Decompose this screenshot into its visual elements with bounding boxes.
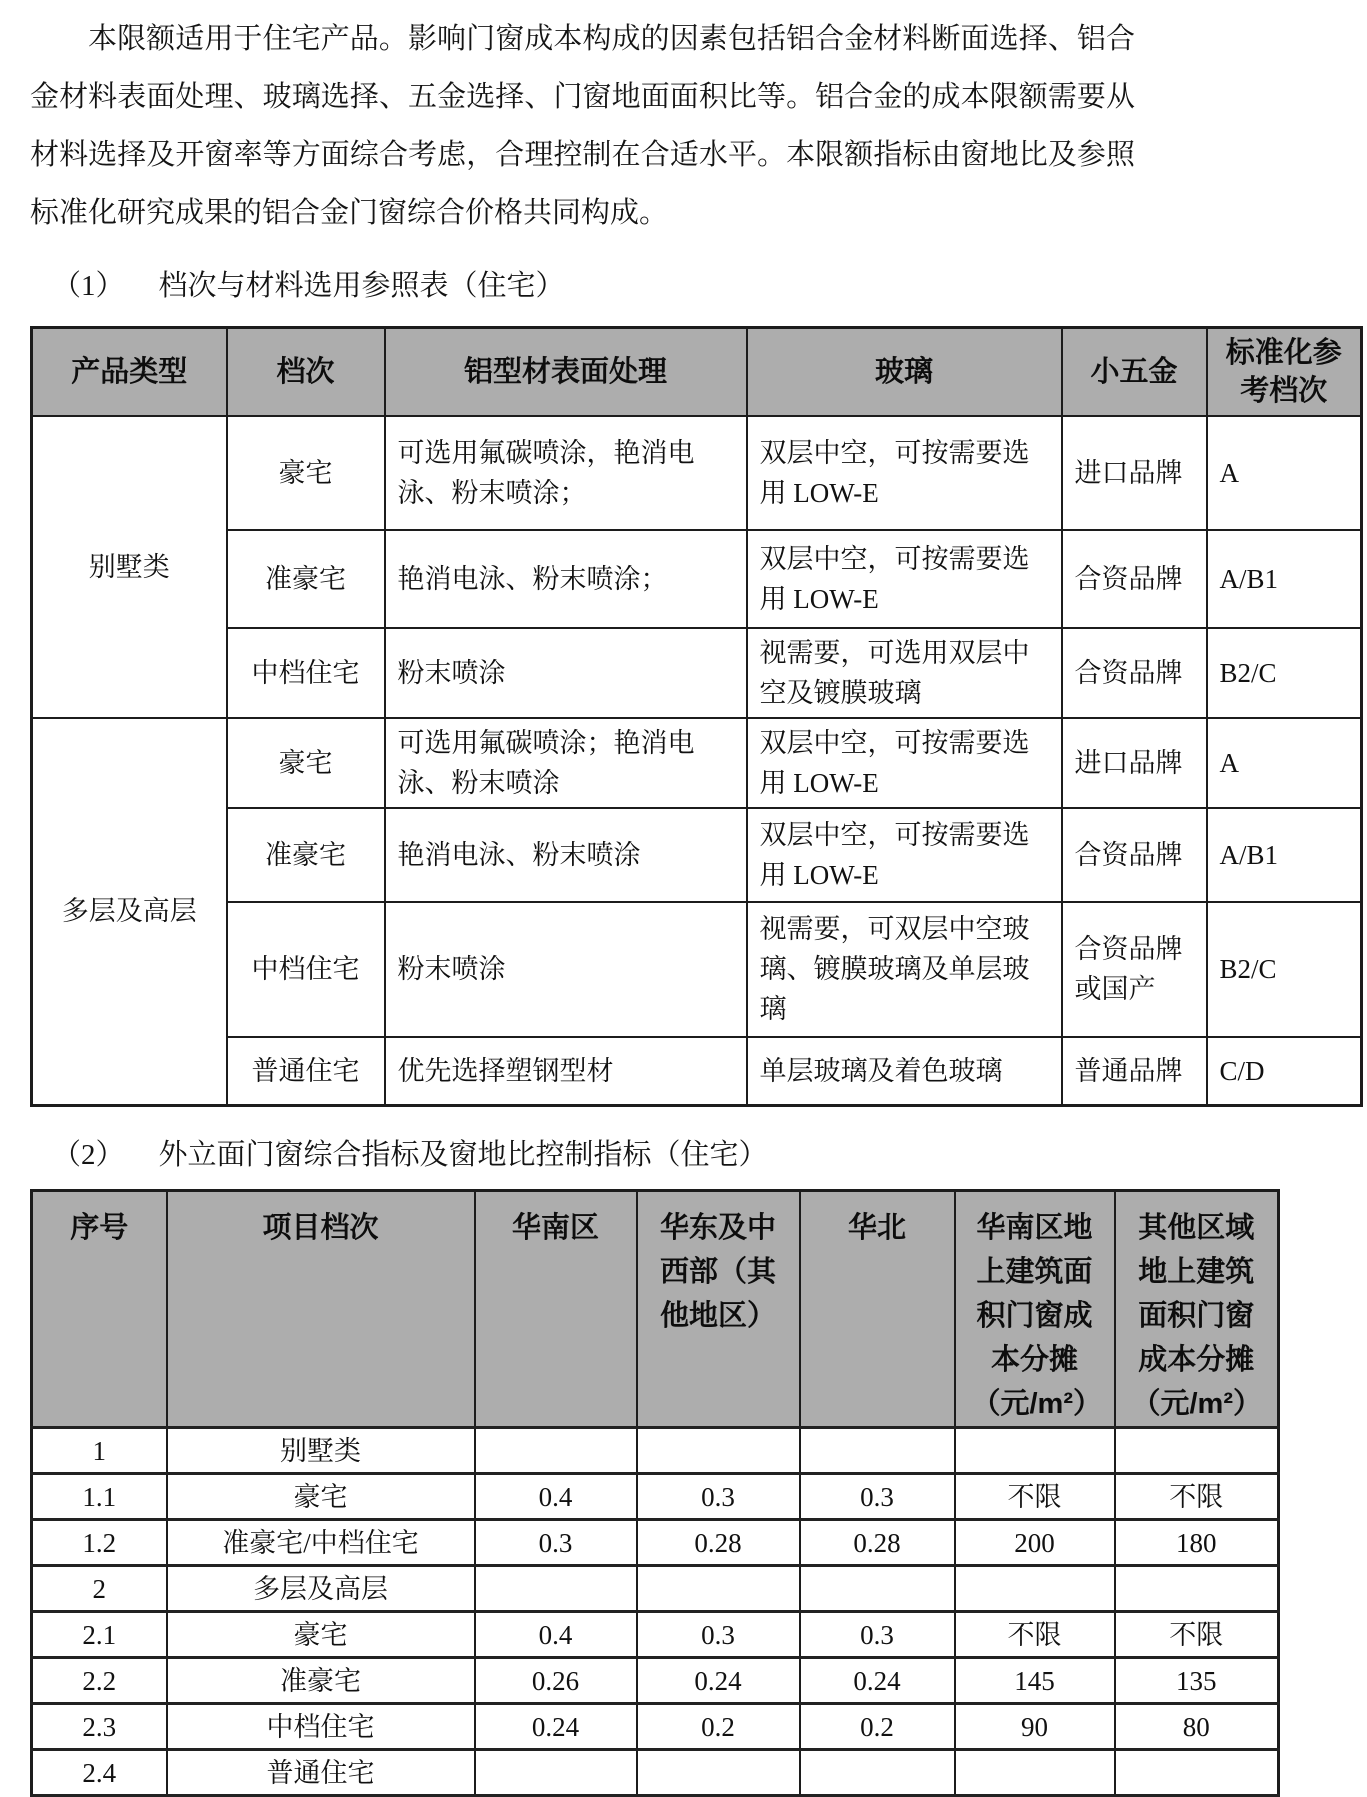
t1-cell-surface: 可选用氟碳喷涂；艳消电泳、粉末喷涂 [385, 718, 747, 808]
t1-cell-ref-grade: A/B1 [1207, 808, 1362, 902]
t1-cell-hardware: 进口品牌 [1062, 718, 1207, 808]
t2-cell-north-china: 0.28 [800, 1520, 955, 1566]
t2-cell-seq: 1.1 [32, 1474, 167, 1520]
t2-cell-north-china: 0.24 [800, 1658, 955, 1704]
t1-cell-hardware: 普通品牌 [1062, 1037, 1207, 1106]
t2-header-east-central-west: 华东及中西部（其他地区） [637, 1191, 800, 1428]
t1-cell-glass: 视需要，可选用双层中空及镀膜玻璃 [747, 628, 1062, 718]
t1-cell-surface: 粉末喷涂 [385, 902, 747, 1037]
t2-cell-seq: 2.2 [32, 1658, 167, 1704]
t1-cell-hardware: 合资品牌 [1062, 530, 1207, 628]
t2-cell-seq: 2 [32, 1566, 167, 1612]
t2-cell-item-grade: 豪宅 [167, 1474, 475, 1520]
t2-cell-east-central-west: 0.3 [637, 1474, 800, 1520]
t2-cell-south-china: 0.24 [475, 1704, 637, 1750]
t1-cell-ref-grade: A/B1 [1207, 530, 1362, 628]
t2-cell-seq: 2.1 [32, 1612, 167, 1658]
t2-header-seq: 序号 [32, 1191, 167, 1428]
t1-cell-grade: 豪宅 [227, 718, 385, 808]
t1-cell-surface: 优先选择塑钢型材 [385, 1037, 747, 1106]
t2-cell-item-grade: 别墅类 [167, 1428, 475, 1474]
t1-cell-surface: 艳消电泳、粉末喷涂； [385, 530, 747, 628]
t2-cell-east-central-west: 0.3 [637, 1612, 800, 1658]
t2-cell-seq: 2.4 [32, 1750, 167, 1796]
table-header-row [32, 328, 1362, 416]
t1-cell-glass: 双层中空，可按需要选用 LOW-E [747, 718, 1062, 808]
t1-header-hardware: 小五金 [1062, 328, 1207, 416]
intro-paragraph: 本限额适用于住宅产品。影响门窗成本构成的因素包括铝合金材料断面选择、铝合金材料表面处理、玻璃选择、五金选择、门窗地面面积比等。铝合金的成本限额需要从材料选择及开窗率等方面综合考虑，合理控制在合适水平。本限额指标由窗地比及参照标准化研究成果的铝合金门窗综合价格共同构成。 [30, 23, 1135, 229]
table-row [32, 1612, 1279, 1658]
t2-cell-south-cost-share: 200 [955, 1520, 1115, 1566]
t2-cell-south-cost-share: 145 [955, 1658, 1115, 1704]
table-row [32, 1750, 1279, 1796]
material-reference-table [30, 326, 1363, 1107]
table-row [32, 718, 1362, 808]
t2-cell-east-central-west: 0.28 [637, 1520, 800, 1566]
t2-cell-item-grade: 多层及高层 [167, 1566, 475, 1612]
t1-cell-grade: 准豪宅 [227, 808, 385, 902]
t2-cell-south-china [475, 1428, 637, 1474]
t2-cell-north-china [800, 1566, 955, 1612]
t2-cell-south-cost-share [955, 1428, 1115, 1474]
table-row [32, 808, 1362, 902]
t2-cell-south-china: 0.4 [475, 1474, 637, 1520]
t2-cell-east-central-west [637, 1566, 800, 1612]
t2-cell-east-central-west: 0.2 [637, 1704, 800, 1750]
t1-header-grade: 档次 [227, 328, 385, 416]
section1-label: （1） [52, 270, 125, 302]
t1-header-product-type: 产品类型 [32, 328, 227, 416]
t2-cell-east-central-west: 0.24 [637, 1658, 800, 1704]
t2-cell-item-grade: 普通住宅 [167, 1750, 475, 1796]
t2-cell-other-cost-share: 135 [1115, 1658, 1279, 1704]
t1-header-reference-grade: 标准化参考档次 [1207, 328, 1362, 416]
table-row [32, 1428, 1279, 1474]
section1-title: 档次与材料选用参照表（住宅） [158, 270, 565, 302]
table-row [32, 1566, 1279, 1612]
t2-cell-other-cost-share: 不限 [1115, 1474, 1279, 1520]
t1-cell-ref-grade: C/D [1207, 1037, 1362, 1106]
t1-cell-glass: 视需要，可双层中空玻璃、镀膜玻璃及单层玻璃 [747, 902, 1062, 1037]
t1-cell-ref-grade: B2/C [1207, 628, 1362, 718]
t2-cell-item-grade: 准豪宅/中档住宅 [167, 1520, 475, 1566]
section2-label: （2） [52, 1139, 125, 1171]
t1-cell-product-type: 别墅类 [32, 416, 227, 718]
t1-cell-glass: 双层中空，可按需要选用 LOW-E [747, 416, 1062, 530]
t1-cell-grade: 普通住宅 [227, 1037, 385, 1106]
table-row [32, 1704, 1279, 1750]
table-row [32, 530, 1362, 628]
t2-header-item-grade: 项目档次 [167, 1191, 475, 1428]
t2-cell-north-china: 0.3 [800, 1474, 955, 1520]
section1-heading [52, 264, 1367, 308]
t2-cell-south-china: 0.4 [475, 1612, 637, 1658]
t1-cell-ref-grade: B2/C [1207, 902, 1362, 1037]
t2-cell-other-cost-share: 80 [1115, 1704, 1279, 1750]
t2-cell-east-central-west [637, 1750, 800, 1796]
indicator-table-body [32, 1428, 1279, 1796]
t1-cell-surface: 可选用氟碳喷涂，艳消电泳、粉末喷涂； [385, 416, 747, 530]
t1-cell-grade: 豪宅 [227, 416, 385, 530]
t1-cell-hardware: 进口品牌 [1062, 416, 1207, 530]
t2-cell-item-grade: 准豪宅 [167, 1658, 475, 1704]
t1-cell-glass: 双层中空，可按需要选用 LOW-E [747, 530, 1062, 628]
t1-cell-hardware: 合资品牌 [1062, 628, 1207, 718]
t2-cell-south-china: 0.26 [475, 1658, 637, 1704]
t1-cell-hardware: 合资品牌或国产 [1062, 902, 1207, 1037]
t2-cell-east-central-west [637, 1428, 800, 1474]
table-row [32, 1658, 1279, 1704]
t1-cell-grade: 中档住宅 [227, 902, 385, 1037]
t2-cell-north-china [800, 1750, 955, 1796]
t2-cell-other-cost-share [1115, 1566, 1279, 1612]
t2-cell-seq: 2.3 [32, 1704, 167, 1750]
t1-cell-product-type: 多层及高层 [32, 718, 227, 1106]
t2-cell-south-china: 0.3 [475, 1520, 637, 1566]
t1-cell-glass: 双层中空，可按需要选用 LOW-E [747, 808, 1062, 902]
t2-cell-south-cost-share [955, 1750, 1115, 1796]
t1-cell-surface: 艳消电泳、粉末喷涂 [385, 808, 747, 902]
t2-cell-south-china [475, 1566, 637, 1612]
t2-header-other-cost-share: 其他区域地上建筑面积门窗成本分摊（元/m²） [1115, 1191, 1279, 1428]
t2-header-north-china: 华北 [800, 1191, 955, 1428]
t2-cell-other-cost-share [1115, 1750, 1279, 1796]
t2-cell-seq: 1 [32, 1428, 167, 1474]
t2-cell-seq: 1.2 [32, 1520, 167, 1566]
table-row [32, 1037, 1362, 1106]
t1-cell-ref-grade: A [1207, 718, 1362, 808]
t2-header-south-cost-share: 华南区地上建筑面积门窗成本分摊（元/m²） [955, 1191, 1115, 1428]
t2-cell-item-grade: 豪宅 [167, 1612, 475, 1658]
t1-cell-ref-grade: A [1207, 416, 1362, 530]
t2-cell-north-china: 0.2 [800, 1704, 955, 1750]
t1-cell-glass: 单层玻璃及着色玻璃 [747, 1037, 1062, 1106]
t1-header-glass: 玻璃 [747, 328, 1062, 416]
t2-cell-north-china [800, 1428, 955, 1474]
t2-cell-south-cost-share: 90 [955, 1704, 1115, 1750]
t2-cell-other-cost-share: 不限 [1115, 1612, 1279, 1658]
t1-cell-grade: 中档住宅 [227, 628, 385, 718]
t1-cell-grade: 准豪宅 [227, 530, 385, 628]
t2-cell-item-grade: 中档住宅 [167, 1704, 475, 1750]
section2-title: 外立面门窗综合指标及窗地比控制指标（住宅） [158, 1139, 768, 1171]
section2-heading [52, 1133, 1367, 1177]
table-header-row [32, 1191, 1279, 1428]
t2-cell-other-cost-share: 180 [1115, 1520, 1279, 1566]
t1-cell-hardware: 合资品牌 [1062, 808, 1207, 902]
t2-cell-south-cost-share: 不限 [955, 1612, 1115, 1658]
t2-cell-south-cost-share: 不限 [955, 1474, 1115, 1520]
t2-header-south-china: 华南区 [475, 1191, 637, 1428]
t1-cell-surface: 粉末喷涂 [385, 628, 747, 718]
t2-cell-south-cost-share [955, 1566, 1115, 1612]
table-row [32, 902, 1362, 1037]
table-row [32, 416, 1362, 530]
table-row [32, 1474, 1279, 1520]
t2-cell-other-cost-share [1115, 1428, 1279, 1474]
table-row [32, 628, 1362, 718]
t2-cell-south-china [475, 1750, 637, 1796]
table-row [32, 1520, 1279, 1566]
t2-cell-north-china: 0.3 [800, 1612, 955, 1658]
indicator-table [30, 1189, 1280, 1797]
t1-header-surface-treatment: 铝型材表面处理 [385, 328, 747, 416]
